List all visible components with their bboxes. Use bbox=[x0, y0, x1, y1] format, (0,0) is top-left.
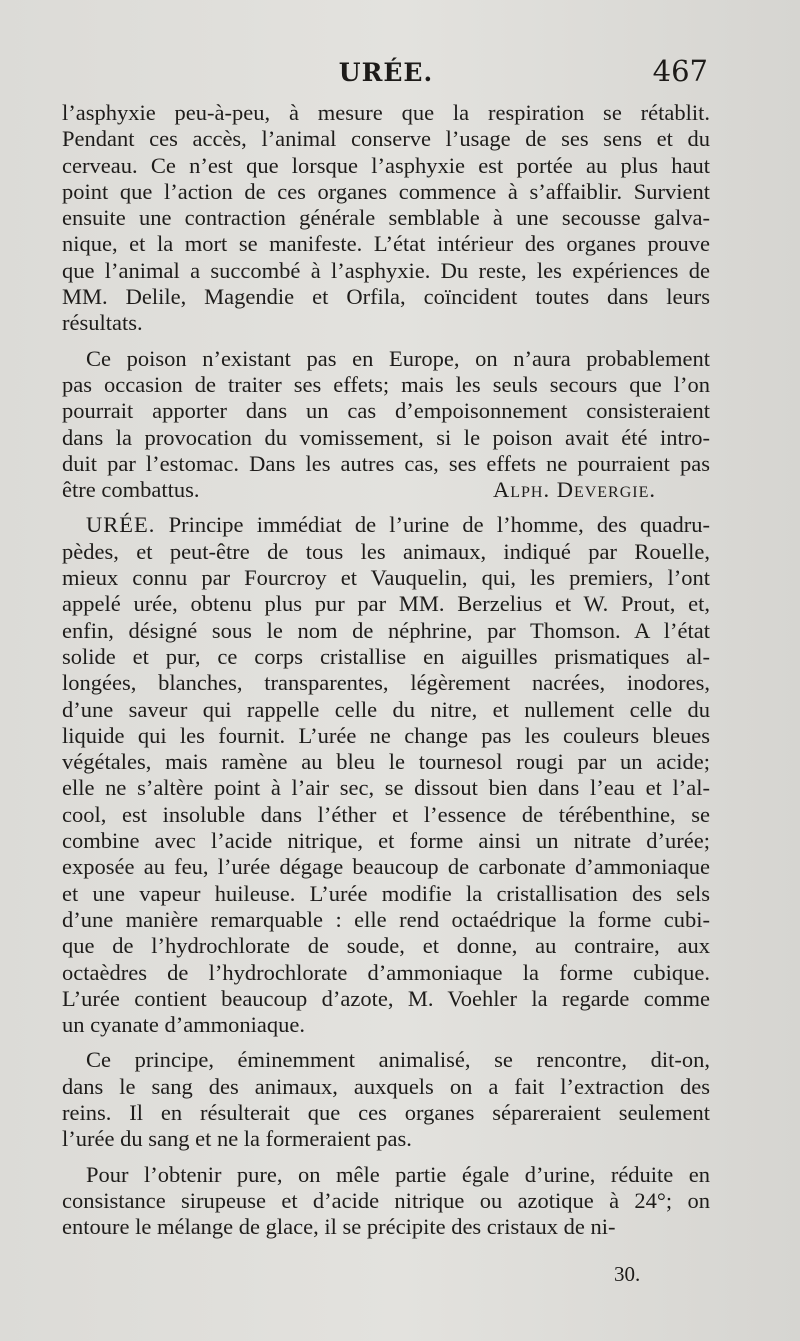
text-line: combine avec l’acide nitrique, et forme ainsi un nitrate d’urée; bbox=[62, 828, 710, 854]
text-line: d’une manière remarquable : elle rend octaédrique la forme cubi- bbox=[62, 906, 710, 932]
text-line: Ce principe, éminemment animalisé, se rencontre, dit-on, bbox=[86, 1047, 710, 1073]
paragraph bbox=[62, 512, 710, 1038]
author-signature: Alph. Devergie. bbox=[492, 477, 656, 503]
body-text bbox=[62, 100, 710, 1240]
text-line: mieux connu par Fourcroy et Vauquelin, qui, les premiers, l’ont bbox=[62, 565, 710, 591]
paragraph bbox=[62, 1162, 710, 1241]
text-line: pas occasion de traiter ses effets; mais les seuls secours que l’on bbox=[62, 371, 710, 397]
page-header bbox=[62, 52, 710, 92]
running-head: URÉE. bbox=[338, 58, 434, 87]
text-line: pèdes, et peut-être de tous les animaux, indiqué par Rouelle, bbox=[62, 538, 710, 564]
text-line: dans le sang des animaux, auxquels on a fait l’extraction des bbox=[62, 1073, 710, 1099]
text-line: que l’animal a succombé à l’asphyxie. Du reste, les expériences de bbox=[62, 257, 710, 283]
text-line: consistance sirupeuse et d’acide nitrique ou azotique à 24°; on bbox=[62, 1187, 710, 1213]
page-number: 467 bbox=[652, 54, 708, 88]
text-line: point que l’action de ces organes commence à s’affaiblir. Survient bbox=[62, 178, 710, 204]
text-line: liquide qui les fournit. L’urée ne change pas les couleurs bleues bbox=[62, 722, 710, 748]
text-line-content: être combattus. bbox=[62, 477, 200, 503]
text-line: appelé urée, obtenu plus pur par MM. Berzelius et W. Prout, et, bbox=[62, 591, 710, 617]
text-line: longées, blanches, transparentes, légèrement nacrées, inodores, bbox=[62, 670, 710, 696]
text-line: elle ne s’altère point à l’air sec, se dissout bien dans l’eau et l’al- bbox=[62, 775, 710, 801]
text-line: cool, est insoluble dans l’éther et l’essence de térébenthine, se bbox=[62, 801, 710, 827]
text-line: l’urée du sang et ne la formeraient pas. bbox=[62, 1126, 412, 1152]
paragraph bbox=[62, 346, 710, 504]
text-line: octaèdres de l’hydrochlorate d’ammoniaque la forme cubique. bbox=[62, 959, 710, 985]
paragraph bbox=[62, 100, 710, 337]
text-line bbox=[62, 512, 710, 538]
text-line: L’urée contient beaucoup d’azote, M. Voehler la regarde comme bbox=[62, 985, 710, 1011]
text-line: végétales, mais ramène au bleu le tournesol rougi par un acide; bbox=[62, 749, 710, 775]
text-line-content: Principe immédiat de l’urine de l’homme, des quadru- bbox=[168, 512, 711, 538]
text-line: que de l’hydrochlorate de soude, et donne, au contraire, aux bbox=[62, 933, 710, 959]
text-line: duit par l’estomac. Dans les autres cas, ses effets ne pourraient pas bbox=[62, 450, 710, 476]
text-line: reins. Il en résulterait que ces organes sépareraient seulement bbox=[62, 1099, 710, 1125]
paragraph bbox=[62, 1047, 710, 1152]
text-line: solide et pur, ce corps cristallise en aiguilles prismatiques al- bbox=[62, 643, 710, 669]
text-line bbox=[62, 477, 710, 503]
entry-headword: URÉE. bbox=[86, 512, 156, 538]
text-line: Pendant ces accès, l’animal conserve l’usage de ses sens et du bbox=[62, 126, 710, 152]
text-line: un cyanate d’ammoniaque. bbox=[62, 1012, 306, 1038]
text-line: dans la provocation du vomissement, si le poison avait été intro- bbox=[62, 424, 710, 450]
text-line: nique, et la mort se manifeste. L’état intérieur des organes prouve bbox=[62, 231, 710, 257]
text-line: Ce poison n’existant pas en Europe, on n’aura probablement bbox=[86, 345, 710, 371]
text-line: exposée au feu, l’urée dégage beaucoup de carbonate d’ammoniaque bbox=[62, 854, 710, 880]
text-line: pourrait apporter dans un cas d’empoisonnement consisteraient bbox=[62, 398, 710, 424]
text-line: l’asphyxie peu-à-peu, à mesure que la respiration se rétablit. bbox=[62, 100, 710, 125]
text-line: entoure le mélange de glace, il se précipite des cristaux de ni- bbox=[62, 1214, 616, 1240]
text-line: Pour l’obtenir pure, on mêle partie égale d’urine, réduite en bbox=[86, 1161, 710, 1187]
text-line: enfin, désigné sous le nom de néphrine, par Thomson. A l’état bbox=[62, 617, 710, 643]
text-line: ensuite une contraction générale semblable à une secousse galva- bbox=[62, 205, 710, 231]
signature-mark: 30. bbox=[614, 1262, 641, 1286]
text-line: et une vapeur huileuse. L’urée modifie la cristallisation des sels bbox=[62, 880, 710, 906]
text-line: résultats. bbox=[62, 310, 143, 336]
text-line: cerveau. Ce n’est que lorsque l’asphyxie est portée au plus haut bbox=[62, 152, 710, 178]
text-line: MM. Delile, Magendie et Orfila, coïncident toutes dans leurs bbox=[62, 284, 710, 310]
text-line: d’une saveur qui rappelle celle du nitre, et nullement celle du bbox=[62, 696, 710, 722]
